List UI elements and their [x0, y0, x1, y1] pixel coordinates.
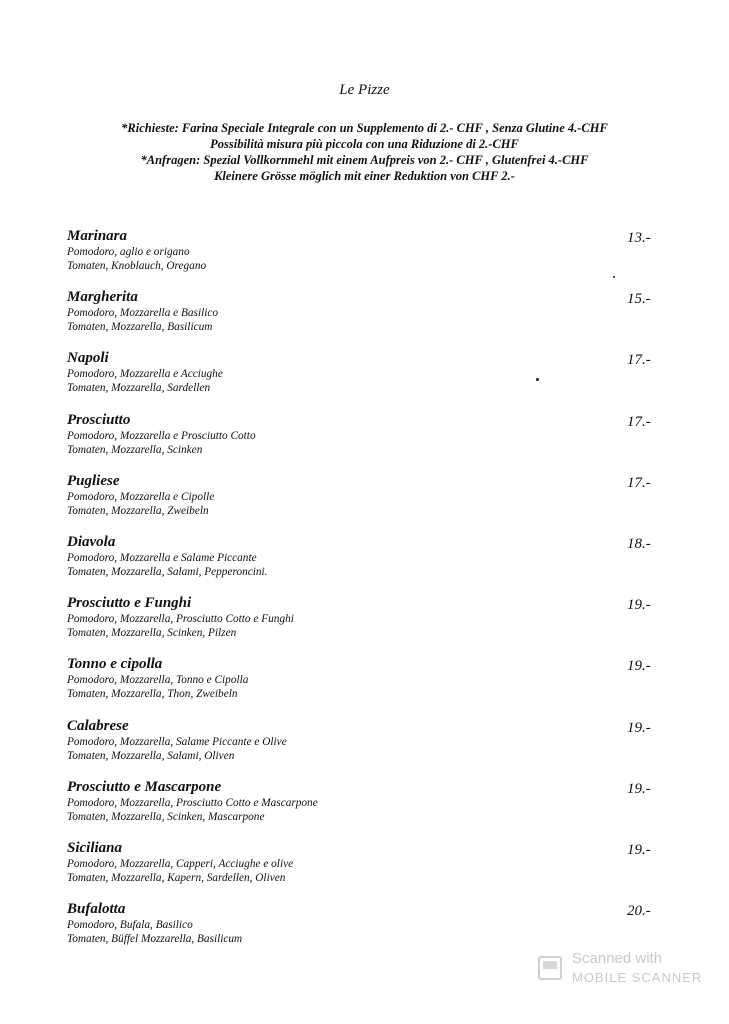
item-price: 19.- [627, 780, 651, 797]
item-desc-de: Tomaten, Mozzarella, Scinken, Mascarpone [67, 810, 265, 823]
item-desc-it: Pomodoro, Mozzarella, Prosciutto Cotto e Funghi [67, 613, 294, 626]
item-price: 15.- [627, 291, 651, 308]
menu-title: Le Pizze [339, 82, 390, 98]
item-price: 17.- [627, 352, 651, 369]
note-line: *Anfragen: Spezial Vollkornmehl mit einem Aufpreis von 2.- CHF , Glutenfrei 4.-CHF [140, 153, 589, 167]
scan-speck [536, 378, 539, 381]
item-desc-it: Pomodoro, Mozzarella, Prosciutto Cotto e Mascarpone [67, 796, 318, 809]
menu-notes [0, 120, 729, 184]
item-price: 17.- [627, 474, 651, 491]
item-name: Prosciutto e Funghi [67, 595, 192, 612]
note-line: *Richieste: Farina Speciale Integrale con un Supplemento di 2.- CHF , Senza Glutine 4.-CHF [121, 121, 608, 135]
item-desc-it: Pomodoro, Mozzarella e Basilico [67, 307, 219, 320]
scan-speck [613, 276, 615, 278]
item-price: 13.- [627, 230, 651, 246]
item-desc-it: Pomodoro, Mozzarella e Salame Piccante [67, 551, 257, 564]
item-desc-de: Tomaten, Knoblauch, Oregano [67, 260, 207, 272]
item-desc-it: Pomodoro, Mozzarella, Tonno e Cipolla [67, 674, 249, 687]
item-name: Calabrese [67, 717, 129, 734]
item-desc-de: Tomaten, Mozzarella, Salami, Oliven [67, 749, 235, 762]
item-name: Diavola [67, 533, 116, 550]
item-price: 19.- [627, 658, 651, 675]
item-price: 19.- [627, 597, 651, 614]
item-name: Siciliana [67, 839, 123, 856]
menu-item-pugliese [67, 473, 667, 534]
item-desc-de: Tomaten, Mozzarella, Scinken, Pilzen [67, 627, 237, 640]
watermark-line1: Scanned with [572, 950, 663, 967]
item-desc-it: Pomodoro, Mozzarella e Cipolle [67, 490, 215, 503]
menu-item-tonno-e-cipolla [67, 656, 667, 717]
menu-item-prosciutto-e-funghi [67, 595, 667, 656]
item-desc-it: Pomodoro, Mozzarella e Acciughe [67, 368, 223, 381]
note-line: Possibilità misura più piccola con una Riduzione di 2.-CHF [210, 137, 519, 151]
item-desc-it: Pomodoro, Mozzarella, Salame Piccante e Olive [67, 735, 287, 748]
item-price: 17.- [627, 413, 651, 430]
menu-item-napoli [67, 350, 667, 411]
item-price: 19.- [627, 841, 651, 858]
item-name: Prosciutto [67, 411, 131, 428]
item-desc-de: Tomaten, Mozzarella, Scinken [67, 443, 203, 456]
item-desc-it: Pomodoro, aglio e origano [67, 246, 190, 258]
menu-item-diavola [67, 534, 667, 595]
item-desc-de: Tomaten, Büffel Mozzarella, Basilicum [67, 933, 243, 946]
menu-item-siciliana [67, 840, 667, 901]
item-price: 19.- [627, 719, 651, 736]
item-name: Napoli [67, 350, 109, 367]
item-desc-it: Pomodoro, Mozzarella, Capperi, Acciughe e olive [67, 857, 294, 870]
item-desc-de: Tomaten, Mozzarella, Basilicum [67, 321, 213, 334]
item-name: Pugliese [67, 472, 120, 489]
scanner-watermark [538, 948, 708, 992]
menu-item-calabrese [67, 718, 667, 779]
item-desc-it: Pomodoro, Bufala, Basilico [67, 919, 193, 932]
menu-item-prosciutto-e-mascarpone [67, 779, 667, 840]
item-desc-de: Tomaten, Mozzarella, Thon, Zweibeln [67, 688, 238, 701]
menu-item-marinara [67, 228, 667, 289]
item-name: Tonno e cipolla [67, 656, 163, 673]
note-line: Kleinere Grösse möglich mit einer Reduktion von CHF 2.- [214, 169, 515, 183]
menu-item-margherita [67, 289, 667, 350]
item-desc-de: Tomaten, Mozzarella, Sardellen [67, 382, 211, 395]
item-name: Bufalotta [67, 901, 126, 918]
item-price: 20.- [627, 903, 651, 920]
item-name: Marinara [67, 228, 128, 244]
menu-item-prosciutto [67, 412, 667, 473]
item-desc-de: Tomaten, Mozzarella, Salami, Pepperoncini. [67, 565, 268, 578]
item-desc-de: Tomaten, Mozzarella, Kapern, Sardellen, Oliven [67, 871, 286, 884]
pizza-list [67, 228, 667, 962]
item-name: Margherita [67, 289, 138, 306]
watermark-line2: MOBILE SCANNER [572, 970, 703, 985]
item-name: Prosciutto e Mascarpone [67, 778, 222, 795]
pdf-scanner-icon [538, 956, 562, 980]
item-desc-de: Tomaten, Mozzarella, Zweibeln [67, 504, 209, 517]
item-price: 18.- [627, 535, 651, 552]
item-desc-it: Pomodoro, Mozzarella e Prosciutto Cotto [67, 429, 256, 442]
